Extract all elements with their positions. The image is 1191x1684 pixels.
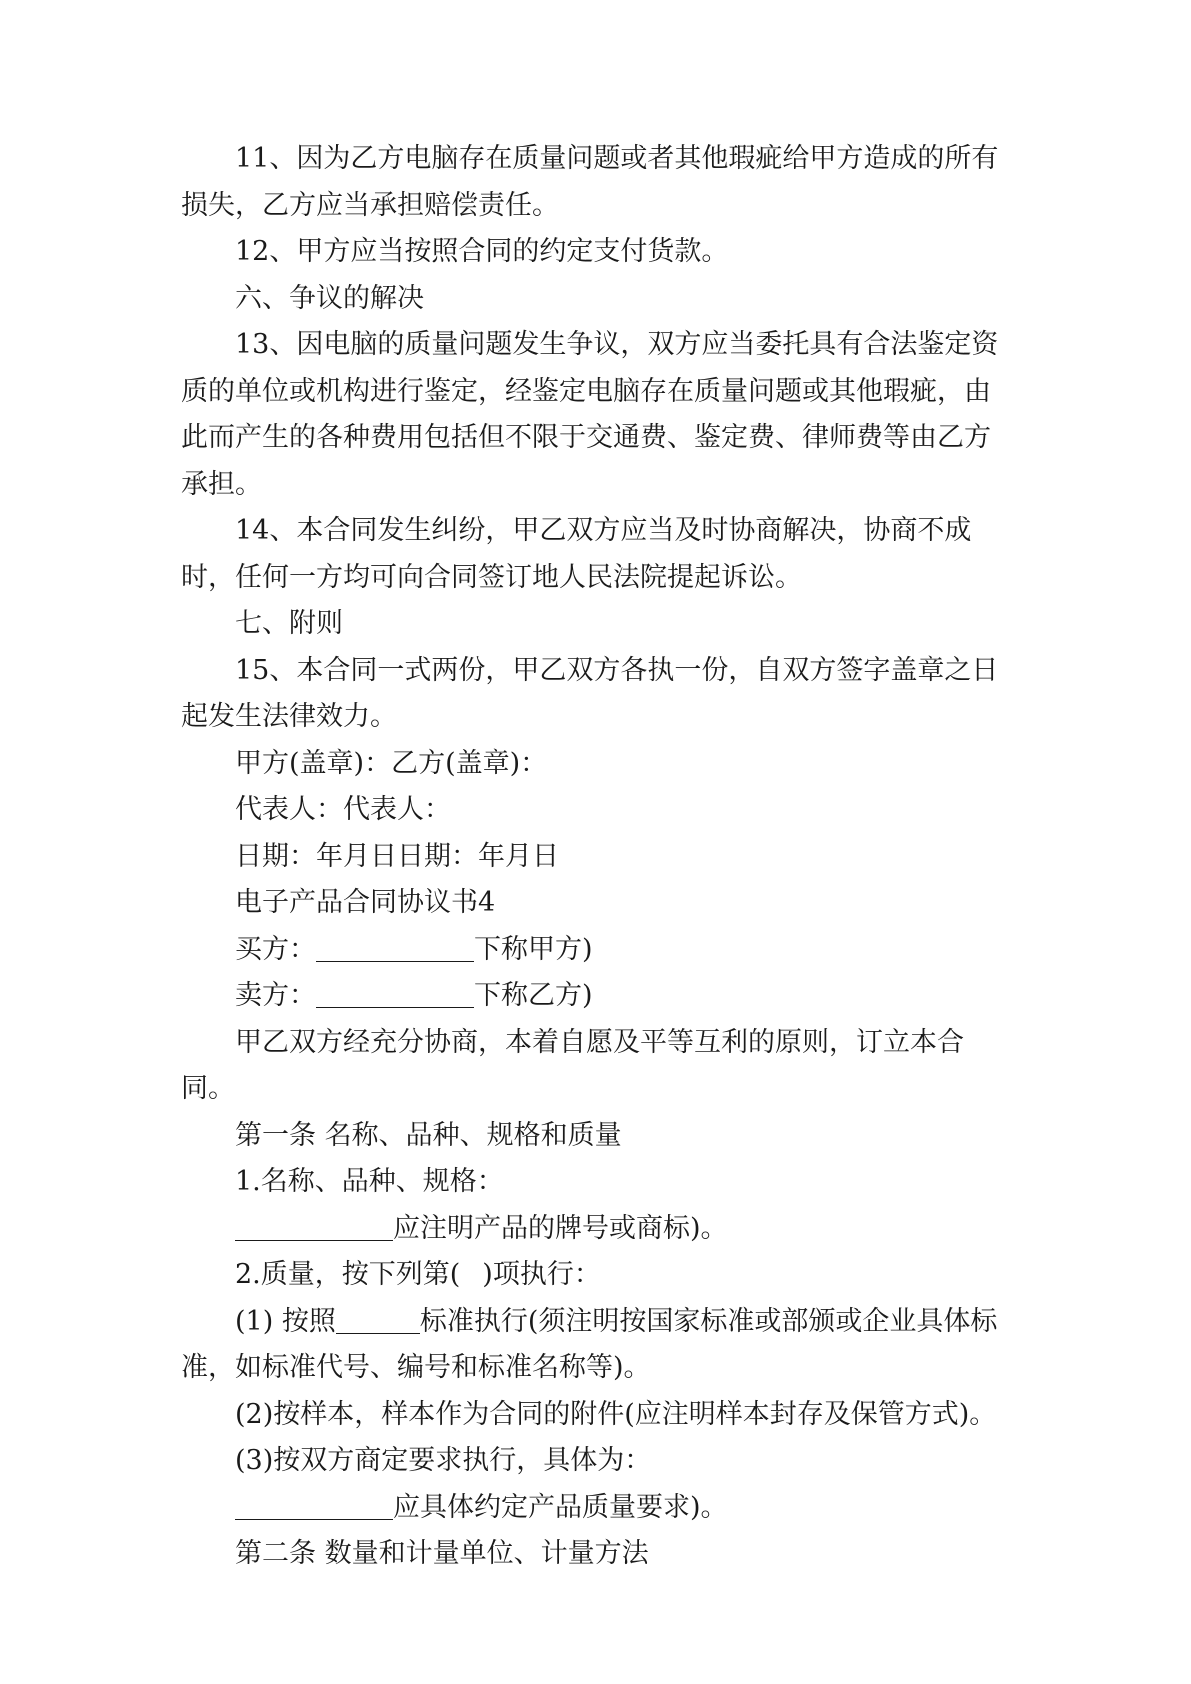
section-heading-dispute: 六、争议的解决: [235, 282, 424, 314]
option-2: (2)按样本，样本作为合同的附件(应注明样本封存及保管方式)。: [235, 1398, 997, 1430]
item-2-blank: [460, 1257, 482, 1287]
intro-paragraph: 甲乙双方经充分协商，本着自愿及平等互利的原则，订立本合同。: [181, 1026, 964, 1104]
seller-line: [181, 973, 1013, 1020]
option-3-suffix: 应具体约定产品质量要求)。: [393, 1491, 728, 1523]
seller-suffix: 下称乙方): [474, 980, 593, 1011]
item-1-detail: [181, 1206, 1013, 1253]
buyer-label: 买方：: [235, 933, 316, 965]
buyer-suffix: 下称甲方): [474, 933, 593, 965]
item-1-suffix: 应注明产品的牌号或商标)。: [393, 1212, 728, 1244]
signature-seal-line: 甲方(盖章)：乙方(盖章)：: [235, 747, 548, 779]
buyer-blank: [316, 931, 474, 962]
article-1-heading: 第一条 名称、品种、规格和质量: [235, 1119, 622, 1151]
item-1-name: 1.名称、品种、规格：: [235, 1166, 504, 1197]
agreement-title: 电子产品合同协议书4: [235, 887, 496, 918]
section-heading-supplementary: 七、附则: [235, 608, 343, 639]
option-1-prefix: (1) 按照: [235, 1305, 336, 1337]
signature-date-line: 日期：年月日日期：年月日: [235, 840, 559, 872]
signature-representative-line: 代表人：代表人：: [235, 794, 451, 825]
option-1: [181, 1299, 1013, 1392]
option-3-blank: [235, 1489, 393, 1520]
seller-blank: [316, 977, 474, 1008]
item-2-suffix: )项执行：: [482, 1259, 601, 1290]
item-1-blank: [235, 1210, 393, 1241]
item-2-quality: [181, 1252, 1013, 1299]
clause-14: 14、本合同发生纠纷，甲乙双方应当及时协商解决，协商不成时，任何一方均可向合同签订地人民法院提起诉讼。: [181, 515, 972, 593]
option-1-blank: [336, 1303, 420, 1334]
seller-label: 卖方：: [235, 980, 316, 1011]
option-3-detail: [181, 1485, 1013, 1532]
option-1-suffix: 标准执行(须注明按国家标准或部颁或企业具体标准，如标准代号、编号和标准名称等)。: [181, 1305, 998, 1383]
clause-13: 13、因电脑的质量问题发生争议，双方应当委托具有合法鉴定资质的单位或机构进行鉴定，经鉴定电脑存在质量问题或其他瑕疵，由此而产生的各种费用包括但不限于交通费、鉴定费、律师费等由乙方承担。: [181, 329, 999, 500]
document-body: [181, 136, 1013, 1578]
clause-15: 15、本合同一式两份，甲乙双方各执一份，自双方签字盖章之日起发生法律效力。: [181, 654, 999, 732]
clause-12: 12、甲方应当按照合同的约定支付货款。: [235, 236, 729, 267]
item-2-prefix: 2.质量，按下列第(: [235, 1259, 461, 1290]
clause-11: 11、因为乙方电脑存在质量问题或者其他瑕疵给甲方造成的所有损失，乙方应当承担赔偿责任。: [181, 143, 999, 221]
option-3: (3)按双方商定要求执行，具体为：: [235, 1445, 652, 1476]
buyer-line: [181, 927, 1013, 974]
article-2-heading: 第二条 数量和计量单位、计量方法: [235, 1538, 649, 1569]
